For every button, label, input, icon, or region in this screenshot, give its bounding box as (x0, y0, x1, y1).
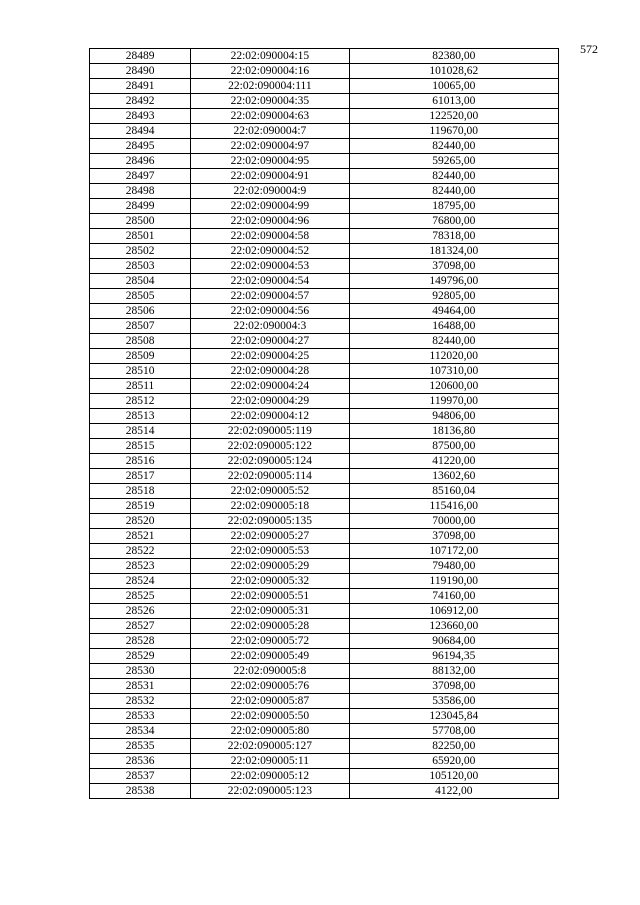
cadastral-value-cell: 82440,00 (349, 334, 558, 349)
row-number-cell: 28514 (90, 424, 191, 439)
cadastral-value-cell: 119190,00 (349, 574, 558, 589)
cadastral-number-cell: 22:02:090004:52 (191, 244, 349, 259)
cadastral-number-cell: 22:02:090004:25 (191, 349, 349, 364)
table-row (90, 784, 559, 799)
cadastral-value-cell: 94806,00 (349, 409, 558, 424)
cadastral-number-cell: 22:02:090004:28 (191, 364, 349, 379)
cadastral-number-cell: 22:02:090004:24 (191, 379, 349, 394)
row-number-cell: 28518 (90, 484, 191, 499)
cadastral-number-cell: 22:02:090005:122 (191, 439, 349, 454)
cadastral-value-cell: 119970,00 (349, 394, 558, 409)
table-row (90, 439, 559, 454)
table-row (90, 739, 559, 754)
row-number-cell: 28508 (90, 334, 191, 349)
row-number-cell: 28519 (90, 499, 191, 514)
row-number-cell: 28512 (90, 394, 191, 409)
cadastral-number-cell: 22:02:090004:57 (191, 289, 349, 304)
cadastral-number-cell: 22:02:090004:3 (191, 319, 349, 334)
cadastral-number-cell: 22:02:090005:80 (191, 724, 349, 739)
cadastral-value-cell: 107310,00 (349, 364, 558, 379)
row-number-cell: 28530 (90, 664, 191, 679)
cadastral-number-cell: 22:02:090005:124 (191, 454, 349, 469)
row-number-cell: 28533 (90, 709, 191, 724)
cadastral-number-cell: 22:02:090005:32 (191, 574, 349, 589)
table-row (90, 184, 559, 199)
table-row (90, 574, 559, 589)
cadastral-number-cell: 22:02:090004:15 (191, 49, 349, 64)
table-row (90, 694, 559, 709)
cadastral-number-cell: 22:02:090005:50 (191, 709, 349, 724)
table-row (90, 484, 559, 499)
row-number-cell: 28527 (90, 619, 191, 634)
cadastral-value-cell: 10065,00 (349, 79, 558, 94)
table-row (90, 79, 559, 94)
table-row (90, 409, 559, 424)
cadastral-number-cell: 22:02:090004:54 (191, 274, 349, 289)
table-row (90, 154, 559, 169)
table-row (90, 499, 559, 514)
cadastral-value-cell: 61013,00 (349, 94, 558, 109)
cadastral-value-cell: 85160,04 (349, 484, 558, 499)
cadastral-value-cell: 18136,80 (349, 424, 558, 439)
row-number-cell: 28502 (90, 244, 191, 259)
table-row (90, 304, 559, 319)
cadastral-number-cell: 22:02:090005:27 (191, 529, 349, 544)
cadastral-value-cell: 87500,00 (349, 439, 558, 454)
cadastral-value-cell: 101028,62 (349, 64, 558, 79)
cadastral-number-cell: 22:02:090005:114 (191, 469, 349, 484)
cadastral-value-cell: 82440,00 (349, 184, 558, 199)
table-row (90, 379, 559, 394)
row-number-cell: 28523 (90, 559, 191, 574)
table-row (90, 244, 559, 259)
cadastral-value-cell: 37098,00 (349, 679, 558, 694)
cadastral-number-cell: 22:02:090004:35 (191, 94, 349, 109)
cadastral-number-cell: 22:02:090005:49 (191, 649, 349, 664)
row-number-cell: 28536 (90, 754, 191, 769)
table-row (90, 259, 559, 274)
cadastral-number-cell: 22:02:090005:119 (191, 424, 349, 439)
cadastral-value-cell: 96194,35 (349, 649, 558, 664)
table-row (90, 724, 559, 739)
cadastral-number-cell: 22:02:090005:12 (191, 769, 349, 784)
cadastral-value-cell: 115416,00 (349, 499, 558, 514)
cadastral-value-cell: 79480,00 (349, 559, 558, 574)
table-row (90, 469, 559, 484)
cadastral-number-cell: 22:02:090004:7 (191, 124, 349, 139)
cadastral-number-cell: 22:02:090004:56 (191, 304, 349, 319)
row-number-cell: 28504 (90, 274, 191, 289)
page-number: 572 (580, 42, 598, 56)
table-row (90, 319, 559, 334)
table-row (90, 634, 559, 649)
row-number-cell: 28499 (90, 199, 191, 214)
cadastral-number-cell: 22:02:090005:28 (191, 619, 349, 634)
cadastral-number-cell: 22:02:090005:72 (191, 634, 349, 649)
cadastral-value-cell: 119670,00 (349, 124, 558, 139)
cadastral-value-cell: 106912,00 (349, 604, 558, 619)
table-row (90, 199, 559, 214)
row-number-cell: 28498 (90, 184, 191, 199)
row-number-cell: 28522 (90, 544, 191, 559)
table-row (90, 49, 559, 64)
cadastral-number-cell: 22:02:090004:29 (191, 394, 349, 409)
cadastral-number-cell: 22:02:090004:111 (191, 79, 349, 94)
table-row (90, 769, 559, 784)
cadastral-number-cell: 22:02:090005:76 (191, 679, 349, 694)
row-number-cell: 28535 (90, 739, 191, 754)
table-row (90, 424, 559, 439)
table-row (90, 364, 559, 379)
row-number-cell: 28510 (90, 364, 191, 379)
table-row (90, 229, 559, 244)
cadastral-number-cell: 22:02:090005:51 (191, 589, 349, 604)
table-row (90, 754, 559, 769)
cadastral-value-cell: 112020,00 (349, 349, 558, 364)
table-row (90, 679, 559, 694)
cadastral-number-cell: 22:02:090005:53 (191, 544, 349, 559)
cadastral-number-cell: 22:02:090004:9 (191, 184, 349, 199)
cadastral-number-cell: 22:02:090004:99 (191, 199, 349, 214)
cadastral-value-cell: 82440,00 (349, 169, 558, 184)
cadastral-value-cell: 37098,00 (349, 259, 558, 274)
table-row (90, 214, 559, 229)
cadastral-value-cell: 82250,00 (349, 739, 558, 754)
cadastral-value-cell: 49464,00 (349, 304, 558, 319)
cadastral-value-cell: 88132,00 (349, 664, 558, 679)
cadastral-value-cell: 120600,00 (349, 379, 558, 394)
cadastral-value-cell: 123045,84 (349, 709, 558, 724)
cadastral-value-cell: 18795,00 (349, 199, 558, 214)
table-row (90, 604, 559, 619)
cadastral-value-cell: 16488,00 (349, 319, 558, 334)
cadastral-value-cell: 70000,00 (349, 514, 558, 529)
row-number-cell: 28492 (90, 94, 191, 109)
cadastral-value-cell: 181324,00 (349, 244, 558, 259)
row-number-cell: 28497 (90, 169, 191, 184)
row-number-cell: 28506 (90, 304, 191, 319)
cadastral-number-cell: 22:02:090005:11 (191, 754, 349, 769)
cadastral-value-cell: 105120,00 (349, 769, 558, 784)
row-number-cell: 28532 (90, 694, 191, 709)
row-number-cell: 28490 (90, 64, 191, 79)
table-row (90, 94, 559, 109)
table-row (90, 124, 559, 139)
cadastral-value-cell: 13602,60 (349, 469, 558, 484)
row-number-cell: 28537 (90, 769, 191, 784)
row-number-cell: 28503 (90, 259, 191, 274)
cadastral-number-cell: 22:02:090005:31 (191, 604, 349, 619)
row-number-cell: 28516 (90, 454, 191, 469)
cadastral-value-cell: 53586,00 (349, 694, 558, 709)
cadastral-number-cell: 22:02:090004:96 (191, 214, 349, 229)
row-number-cell: 28493 (90, 109, 191, 124)
row-number-cell: 28534 (90, 724, 191, 739)
cadastral-number-cell: 22:02:090005:52 (191, 484, 349, 499)
cadastral-value-cell: 59265,00 (349, 154, 558, 169)
row-number-cell: 28515 (90, 439, 191, 454)
row-number-cell: 28521 (90, 529, 191, 544)
cadastral-number-cell: 22:02:090005:87 (191, 694, 349, 709)
row-number-cell: 28525 (90, 589, 191, 604)
cadastral-value-cell: 107172,00 (349, 544, 558, 559)
row-number-cell: 28495 (90, 139, 191, 154)
table-row (90, 334, 559, 349)
row-number-cell: 28494 (90, 124, 191, 139)
row-number-cell: 28529 (90, 649, 191, 664)
cadastral-number-cell: 22:02:090004:63 (191, 109, 349, 124)
table-row (90, 529, 559, 544)
cadastral-number-cell: 22:02:090004:95 (191, 154, 349, 169)
cadastral-value-cell: 57708,00 (349, 724, 558, 739)
cadastral-number-cell: 22:02:090005:127 (191, 739, 349, 754)
cadastral-number-cell: 22:02:090005:135 (191, 514, 349, 529)
row-number-cell: 28511 (90, 379, 191, 394)
row-number-cell: 28501 (90, 229, 191, 244)
table-row (90, 454, 559, 469)
table-row (90, 649, 559, 664)
cadastral-number-cell: 22:02:090004:12 (191, 409, 349, 424)
cadastral-value-cell: 123660,00 (349, 619, 558, 634)
row-number-cell: 28505 (90, 289, 191, 304)
cadastral-value-cell: 4122,00 (349, 784, 558, 799)
row-number-cell: 28524 (90, 574, 191, 589)
row-number-cell: 28489 (90, 49, 191, 64)
cadastral-number-cell: 22:02:090004:16 (191, 64, 349, 79)
table-row (90, 709, 559, 724)
cadastral-value-cell: 65920,00 (349, 754, 558, 769)
table-row (90, 559, 559, 574)
cadastral-number-cell: 22:02:090005:8 (191, 664, 349, 679)
table-row (90, 289, 559, 304)
table-row (90, 619, 559, 634)
cadastral-value-cell: 82380,00 (349, 49, 558, 64)
row-number-cell: 28500 (90, 214, 191, 229)
row-number-cell: 28517 (90, 469, 191, 484)
table-row (90, 544, 559, 559)
cadastral-number-cell: 22:02:090005:123 (191, 784, 349, 799)
row-number-cell: 28496 (90, 154, 191, 169)
row-number-cell: 28491 (90, 79, 191, 94)
table-row (90, 109, 559, 124)
cadastral-value-cell: 74160,00 (349, 589, 558, 604)
cadastral-number-cell: 22:02:090005:18 (191, 499, 349, 514)
row-number-cell: 28509 (90, 349, 191, 364)
table-row (90, 139, 559, 154)
cadastral-value-cell: 122520,00 (349, 109, 558, 124)
cadastral-number-cell: 22:02:090004:27 (191, 334, 349, 349)
table-row (90, 664, 559, 679)
table-row (90, 514, 559, 529)
cadastral-value-cell: 149796,00 (349, 274, 558, 289)
row-number-cell: 28526 (90, 604, 191, 619)
cadastral-value-cell: 92805,00 (349, 289, 558, 304)
cadastral-value-cell: 82440,00 (349, 139, 558, 154)
table-row (90, 349, 559, 364)
cadastral-value-table (89, 48, 559, 799)
cadastral-number-cell: 22:02:090004:53 (191, 259, 349, 274)
cadastral-value-cell: 37098,00 (349, 529, 558, 544)
row-number-cell: 28538 (90, 784, 191, 799)
cadastral-number-cell: 22:02:090004:91 (191, 169, 349, 184)
table-row (90, 274, 559, 289)
row-number-cell: 28531 (90, 679, 191, 694)
cadastral-value-cell: 41220,00 (349, 454, 558, 469)
row-number-cell: 28513 (90, 409, 191, 424)
cadastral-value-cell: 76800,00 (349, 214, 558, 229)
row-number-cell: 28528 (90, 634, 191, 649)
table-row (90, 169, 559, 184)
cadastral-value-cell: 78318,00 (349, 229, 558, 244)
table-row (90, 64, 559, 79)
table-row (90, 394, 559, 409)
table-row (90, 589, 559, 604)
cadastral-number-cell: 22:02:090004:97 (191, 139, 349, 154)
cadastral-number-cell: 22:02:090004:58 (191, 229, 349, 244)
row-number-cell: 28520 (90, 514, 191, 529)
table-body (90, 49, 559, 799)
cadastral-value-cell: 90684,00 (349, 634, 558, 649)
row-number-cell: 28507 (90, 319, 191, 334)
cadastral-number-cell: 22:02:090005:29 (191, 559, 349, 574)
